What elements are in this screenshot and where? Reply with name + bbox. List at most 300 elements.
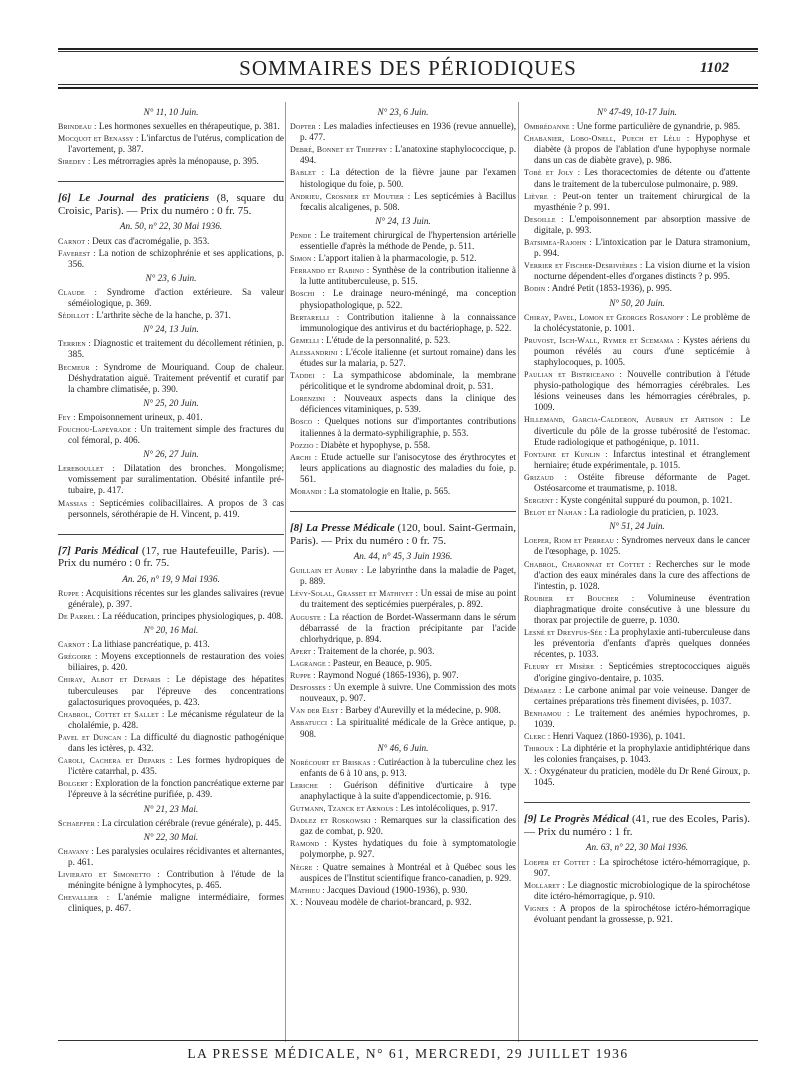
article-entry <box>290 288 516 310</box>
article-title: La sympathicose abdominale, la membrane péricolitique et le syndrome abdominal droit, p. 531. <box>300 370 516 392</box>
article-entry <box>290 717 516 739</box>
article-entry <box>290 803 516 814</box>
article-authors: Lorenzini : <box>290 394 336 404</box>
article-title: La rééducation, principes physiologiques, p. 408. <box>102 611 284 621</box>
journal-heading <box>58 534 284 570</box>
article-authors: Ramond : <box>290 839 327 849</box>
article-authors: Taddei : <box>290 371 326 381</box>
article-title: Deux cas d'acromégalie, p. 353. <box>92 235 210 246</box>
issue-heading: N° 23, 6 Juin. <box>377 107 429 117</box>
article-title: La difficulté du diagnostic pathogénique dans les ictères, p. 432. <box>68 731 284 754</box>
article-authors: Verrier et Fischer-Desrivières : <box>524 261 643 271</box>
article-title: Septicémies streptococciques aiguës d'origine gingivo-dentaire, p. 1035. <box>534 661 750 683</box>
article-title: L'école italienne (et surtout romaine) dans les études sur la malaria, p. 527. <box>300 346 517 368</box>
article-title: Les métrorragies après la ménopause, p. 395. <box>92 156 259 167</box>
article-title: Ostéite fibreuse déformante de Paget. Ostéosarcome et traumatisme, p. 1018. <box>534 471 751 493</box>
article-entry <box>290 705 516 716</box>
article-authors: Caroli, Cachera et Deparis : <box>58 756 173 766</box>
article-authors: Démarez : <box>524 685 562 695</box>
article-entry <box>290 167 516 189</box>
article-title: Le labyrinthe dans la maladie de Paget, p. 889. <box>300 565 517 587</box>
journal-name: [6] Le Journal des praticiens <box>58 192 209 205</box>
article-authors: Chavany : <box>58 846 94 856</box>
issue-heading: N° 21, 23 Mai. <box>143 803 199 814</box>
article-entry <box>58 818 284 829</box>
article-title: Hypophyse et diabète (à propos de l'ablation d'une hypophyse normale dans un cas de diabète grave), p. 986. <box>534 133 750 166</box>
article-entry <box>58 778 284 800</box>
article-entry <box>290 862 516 884</box>
article-authors: Andrieu, Crosnier et Moutier : <box>290 191 411 201</box>
article-authors: Chiray, Albot et Deparis : <box>58 675 170 685</box>
article-title: Le traitement des anémies hypochromes, p. 1039. <box>534 707 750 729</box>
article-entry <box>524 535 750 557</box>
article-authors: Bolgert : <box>58 779 93 789</box>
article-title: Kystes hydatiques du foie à symptomatologie polymorphe, p. 927. <box>300 838 516 860</box>
page-title: SOMMAIRES DES PÉRIODIQUES <box>239 56 577 80</box>
article-entry <box>524 559 750 592</box>
article-title: Les hormones sexuelles en thérapeutique, p. 381. <box>98 121 280 132</box>
article-title: A propos de la spirochétose ictéro-hémorragique évoluant pendant la grossesse, p. 921. <box>534 902 750 924</box>
article-entry <box>290 780 516 802</box>
article-authors: Lièvre : <box>524 191 557 201</box>
article-title: Une forme particulière de gynandrie, p. 985. <box>576 121 741 132</box>
article-authors: Nègre : <box>290 862 319 872</box>
article-authors: Fontaine et Kunlin : <box>524 449 608 459</box>
article-entry <box>524 857 750 879</box>
article-authors: Morandi : <box>290 487 327 496</box>
article-title: La diphtérie et la prophylaxie antidiphtérique dans les colonies françaises, p. 1043. <box>534 743 751 765</box>
article-entry <box>524 214 750 236</box>
article-entry <box>290 440 516 451</box>
article-authors: Thiroux : <box>524 744 559 754</box>
article-title: Oxygénateur du praticien, modèle du Dr René Giroux, p. 1045. <box>534 766 751 788</box>
article-entry <box>290 588 516 610</box>
article-authors: Carnot : <box>58 236 90 246</box>
article-title: Les formes hydropiques de l'ictère catarrhal, p. 435. <box>68 755 284 777</box>
article-title: L'étude de la personnalité, p. 523. <box>326 334 451 345</box>
article-title: La prophylaxie anti-tuberculeuse dans les préventoria d'enfants d'après quelques données récentes, p. 1033. <box>534 627 750 660</box>
footer-rule <box>58 1040 758 1041</box>
article-authors: Massias : <box>58 498 95 508</box>
article-authors: Tobé et Joly : <box>524 168 581 178</box>
article-authors: Brindeau : <box>58 122 97 132</box>
article-title: Contribution italienne à la connaissance immunologique des antivirus et du bactériophage, p. 522. <box>300 311 517 333</box>
article-title: Les intolécoliques, p. 917. <box>400 803 498 814</box>
article-authors: Bertarelli : <box>290 312 340 322</box>
page-footer: LA PRESSE MÉDICALE, N° 61, MERCREDI, 29 JUILLET 1936 <box>187 1046 629 1061</box>
issue-heading: An. 63, n° 22, 30 Mai 1936. <box>585 842 689 853</box>
article-title: Henri Vaquez (1860-1936), p. 1041. <box>552 730 686 741</box>
article-authors: Alessandrini : <box>290 347 343 357</box>
article-title: Raymond Nogué (1865-1936), p. 907. <box>317 670 459 681</box>
article-entry <box>290 815 516 837</box>
article-authors: Debré, Bonnet et Thieffry : <box>290 145 393 155</box>
article-title: Exploration de la fonction pancréatique externe par l'épreuve à la sécrétine purifiée, p. 439. <box>68 778 284 800</box>
article-entry <box>524 472 750 494</box>
article-title: Le traitement chirurgical de l'hypertension artérielle essentielle d'après la méthode de Pende, p. 511. <box>300 229 516 252</box>
article-authors: Becmeur : <box>58 362 98 372</box>
article-authors: Gutmann, Tzanck et Arnous : <box>290 804 399 814</box>
article-title: Volumineuse éventration diaphragmatique droite consécutive à une blessure du thorax par projectile de guerre, p. 1030. <box>534 592 750 626</box>
article-authors: Fouchou-Lapeyrade : <box>58 424 137 434</box>
article-entry <box>58 412 284 423</box>
column-1 <box>58 104 284 915</box>
article-authors: Hillemand, Garcia-Calderon, Aubrun et Artison : <box>524 415 734 425</box>
issue-heading: N° 46, 6 Juin. <box>377 742 429 753</box>
article-entry <box>524 167 750 189</box>
article-authors: Fleury et Misère : <box>524 662 603 672</box>
article-authors: Chabanier, Lobo-Onell, Puech et Lélu : <box>524 134 690 144</box>
article-entry <box>58 338 284 360</box>
article-authors: Dadlez et Roskowski : <box>290 816 377 826</box>
article-title: Le drainage neuro-méningé, ma conception physiopathologique, p. 522. <box>300 288 516 310</box>
article-entry <box>524 414 750 447</box>
article-entry <box>524 903 750 925</box>
journal-name: [8] La Presse Médicale <box>290 522 395 535</box>
article-entry <box>290 312 516 334</box>
article-authors: Loeper et Cottet : <box>524 857 596 867</box>
article-title: Infarctus intestinal et étranglement herniaire; étude expérimentale, p. 1015. <box>534 448 751 470</box>
article-entry <box>290 757 516 779</box>
article-authors: Pruvost, Isch-Wall, Rymer et Scemama : <box>524 335 680 345</box>
article-title: Un traitement simple des fractures du col fémoral, p. 406. <box>68 423 284 446</box>
article-entry <box>290 670 516 681</box>
article-entry <box>524 237 750 259</box>
header-rule-top-thin <box>58 51 758 52</box>
journal-details: (120, boul. Saint-Germain, Paris). — Prix du numéro : 0 fr. 75. <box>290 522 516 547</box>
article-title: Les maladies infectieuses en 1936 (revue annuelle), p. 477. <box>300 121 516 143</box>
article-authors: Loeper, Riom et Perreau : <box>524 536 619 546</box>
article-authors: Pozzio : <box>290 440 319 450</box>
article-entry <box>58 498 284 520</box>
issue-heading: N° 24, 13 Juin. <box>375 215 431 226</box>
article-authors: Van der Elst : <box>290 706 344 716</box>
article-entry <box>58 892 284 914</box>
article-authors: Bablet : <box>290 168 325 178</box>
article-entry <box>290 144 516 166</box>
article-entry <box>524 495 750 506</box>
article-entry <box>524 121 750 132</box>
article-title: Jacques Davioud (1900-1936), p. 930. <box>327 884 468 895</box>
issue-heading: An. 50, n° 22, 30 Mai 1936. <box>119 221 223 232</box>
article-entry <box>524 685 750 707</box>
article-title: Les thoracectomies de détente ou d'attente dans le traitement de la tuberculose pulmonaire, p. 989. <box>534 167 750 189</box>
issue-heading: N° 20, 16 Mai. <box>143 625 199 636</box>
header-rule-bottom <box>58 84 758 85</box>
article-title: Traitement de la chorée, p. 903. <box>317 645 435 656</box>
article-title: Nouveau modèle de chariot-brancard, p. 932. <box>305 896 472 907</box>
article-title: Kyste congénital suppuré du poumon, p. 1021. <box>560 495 733 506</box>
column-3 <box>524 104 750 926</box>
article-title: Le diverticule du pôle de la grosse tubérosité de l'estomac. Etude radiologique et pathogénique, p. 1011. <box>534 414 751 447</box>
article-authors: Schaeffer : <box>58 818 100 828</box>
article-title: Diagnostic et traitement du décollement rétinien, p. 385. <box>68 338 285 360</box>
article-title: Barbey d'Aurevilly et la médecine, p. 908. <box>345 705 501 716</box>
article-authors: Desoille : <box>524 214 564 224</box>
article-entry <box>58 611 284 622</box>
article-entry <box>58 651 284 673</box>
article-entry <box>524 766 750 788</box>
journal-details: (17, rue Hautefeuille, Paris). — Prix du numéro : 0 fr. 75. <box>58 544 284 570</box>
article-entry <box>290 253 516 264</box>
article-entry <box>58 310 284 321</box>
article-entry <box>290 658 516 669</box>
article-entry <box>58 248 284 270</box>
article-title: La spirochétose ictéro-hémorragique, p. 907. <box>534 856 751 878</box>
article-authors: Guillain et Aubry : <box>290 566 364 576</box>
article-authors: Boschi : <box>290 289 325 299</box>
article-authors: Chabrol, Charonnat et Cottet : <box>524 559 652 569</box>
article-title: Moyens exceptionnels de restauration des voies biliaires, p. 420. <box>68 651 285 673</box>
article-authors: Belot et Nahan : <box>524 508 587 518</box>
article-authors: Archi : <box>290 452 318 462</box>
article-title: Diabète et hypophyse, p. 558. <box>320 439 431 450</box>
article-title: L'anatoxine staphylococcique, p. 494. <box>300 144 517 166</box>
article-entry <box>290 265 516 287</box>
article-entry <box>290 416 516 438</box>
article-authors: Fey : <box>58 412 76 422</box>
article-title: L'infarctus de l'utérus, complication de l'avortement, p. 387. <box>68 133 284 155</box>
article-title: Cutiréaction à la tuberculine chez les enfants de 6 à 10 ans, p. 913. <box>300 756 516 778</box>
article-entry <box>290 486 516 497</box>
article-authors: X. : <box>290 897 303 907</box>
article-title: La réaction de Bordet-Wassermann dans le sérum débarrassé de la fraction précipitante par l'acide chlorhydrique, p. 894. <box>300 611 517 644</box>
article-entry <box>290 347 516 369</box>
article-authors: Chevallier : <box>58 893 110 903</box>
article-title: Nouveaux aspects dans la clinique des déficiences vitaminiques, p. 539. <box>300 393 516 415</box>
article-title: Empoisonnement urineux, p. 401. <box>77 411 203 422</box>
article-authors: Lévy-Solal, Grasset et Mathivet : <box>290 589 419 599</box>
article-title: Le diagnostic microbiologique de la spirochétose dite ictéro-hémorragique, p. 910. <box>534 879 750 901</box>
article-authors: Claude : <box>58 287 98 297</box>
article-entry <box>58 463 284 496</box>
article-authors: Sédillot : <box>58 311 94 321</box>
article-authors: Pavel et Duncan : <box>58 732 128 742</box>
article-entry <box>58 133 284 155</box>
article-authors: Faverest : <box>58 248 96 258</box>
article-authors: Ferrando et Rabino : <box>290 266 370 276</box>
journal-name: [9] Le Progrès Médical <box>524 813 630 826</box>
article-entry <box>290 393 516 415</box>
journal-details: (8, square du Croisic, Paris). — Prix du numéro : 0 fr. 75. <box>58 192 285 217</box>
article-authors: Ombrédanne : <box>524 122 575 132</box>
article-authors: Mathieu : <box>290 885 325 895</box>
article-authors: Paulian et Bistriceano : <box>524 370 622 380</box>
article-authors: Chiray, Pavel, Lomon et Georges Rosanoff : <box>524 312 689 322</box>
article-entry <box>524 880 750 902</box>
article-entry <box>524 449 750 471</box>
article-entry <box>524 191 750 213</box>
article-authors: Simon : <box>290 254 317 264</box>
article-title: Le mécanisme régulateur de la cholalémie, p. 428. <box>68 708 285 730</box>
article-title: Quelques notions sur d'importantes contributions italiennes à la dermato-syphiligraphie, p. 553. <box>300 416 516 438</box>
article-title: L'empoisonnement par absorption massive de digitale, p. 993. <box>534 213 751 235</box>
article-title: Contribution à l'étude de la méningite bénigne à lymphocytes, p. 465. <box>68 868 284 891</box>
article-entry <box>58 674 284 707</box>
article-title: Nouvelle contribution à l'étude physio-pathologique des hémorragies cérébrales. Les lésions veineuses dans les hémorragies cérébrales, p. 1009. <box>534 369 750 413</box>
article-title: Etude actuelle sur l'anisocytose des érythrocytes et leurs applications au diagnostic des maladies du foie, p. 561. <box>300 451 516 484</box>
article-entry <box>290 335 516 346</box>
article-title: Le carbone animal par voie veineuse. Danger de certaines préparations très finement divisées, p. 1037. <box>534 684 750 706</box>
article-authors: Vignes : <box>524 903 556 913</box>
article-title: Guérison définitive d'urticaire à type anaphylactique à la suite d'appendicectomie, p. 916. <box>300 779 517 801</box>
article-entry <box>58 362 284 395</box>
header-rule-top <box>58 48 758 50</box>
article-entry <box>524 627 750 660</box>
article-title: Synthèse de la contribution italienne à la lutte antituberculeuse, p. 515. <box>300 265 516 287</box>
article-authors: Abbatucci : <box>290 718 333 728</box>
article-entry <box>290 838 516 860</box>
article-entry <box>524 731 750 742</box>
article-title: L'apport italien à la pharmacologie, p. 512. <box>318 253 477 264</box>
article-authors: Chabrol, Cottet et Sallet : <box>58 709 165 719</box>
article-authors: Dopter : <box>290 122 321 132</box>
article-title: Le dépistage des hépatites tuberculeuses par l'épreuve des concentrations galactosuriques provoquées, p. 423. <box>68 674 285 707</box>
article-authors: De Parrel : <box>58 612 100 621</box>
article-authors: Batsimea-Rajohn : <box>524 238 592 248</box>
article-title: Quatre semaines à Montréal et à Québec sous les auspices de l'Institut scientifique franco-canadien, p. 929. <box>300 861 516 883</box>
article-authors: Mocquot et Benassy : <box>58 134 139 144</box>
journal-name: [7] Paris Médical <box>58 544 139 557</box>
article-title: La stomatologie en Italie, p. 565. <box>328 486 451 496</box>
journal-heading <box>290 511 516 547</box>
article-title: Le problème de la cholécystatonie, p. 1001. <box>534 311 751 333</box>
article-title: La vision diurne et la vision nocturne dépendent-elles d'organes distincts ? p. 995. <box>534 260 750 282</box>
column-divider-left <box>285 102 286 1042</box>
article-title: La détection de la fièvre jaune par l'examen histologique du foie, p. 500. <box>300 167 516 189</box>
article-authors: Ruppe : <box>58 588 84 598</box>
article-entry <box>58 588 284 610</box>
article-title: Syndrome de Mouriquand. Coup de chaleur. Déshydratation aiguë. Traitement préventif et curatif par la chambre climatisée, p. 390. <box>68 361 284 394</box>
article-title: La radiologie du praticien, p. 1023. <box>588 507 719 518</box>
article-authors: Lagrange : <box>290 658 331 668</box>
article-entry <box>290 230 516 252</box>
article-authors: Benhamou : <box>524 708 570 718</box>
article-authors: Sergent : <box>524 496 559 506</box>
article-authors: Terrien : <box>58 339 91 349</box>
article-title: La notion de schizophrénie et ses applications, p. 356. <box>68 247 285 269</box>
column-divider-right <box>518 102 519 1042</box>
article-title: Un exemple à suivre. Une Commission des mots nouveaux, p. 907. <box>300 682 516 704</box>
article-entry <box>290 370 516 392</box>
article-authors: Siredey : <box>58 157 91 167</box>
article-title: Les paralysies oculaires récidivantes et alternantes, p. 461. <box>68 845 284 867</box>
article-authors: Grégoire : <box>58 652 98 662</box>
article-entry <box>58 732 284 754</box>
article-entry <box>58 639 284 650</box>
article-entry <box>58 121 284 132</box>
article-entry <box>524 507 750 518</box>
article-entry <box>58 869 284 891</box>
article-title: Remarques sur la classification des gaz de combat, p. 920. <box>300 815 516 837</box>
issue-heading: N° 24, 13 Juin. <box>143 324 199 335</box>
issue-heading: N° 11, 10 Juin. <box>143 107 199 117</box>
header-rule-bottom-thick <box>58 87 758 89</box>
article-title: L'arthrite sèche de la hanche, p. 371. <box>96 310 231 321</box>
article-authors: Norécourt et Briskas : <box>290 757 376 767</box>
article-authors: Carnot : <box>58 640 90 650</box>
article-title: Un essai de mise au point du traitement des septicémies puerpérales, p. 892. <box>300 588 516 610</box>
article-authors: Pende : <box>290 230 318 240</box>
article-entry <box>290 452 516 485</box>
article-authors: Clerc : <box>524 731 551 741</box>
article-entry <box>290 885 516 896</box>
article-entry <box>58 846 284 868</box>
article-entry <box>290 612 516 645</box>
article-authors: Bodin : <box>524 284 550 294</box>
article-title: Septicémies colibacillaires. A propos de 3 cas personnels, sérothérapie de H. Vincent, p. 419. <box>68 497 284 519</box>
article-entry <box>290 191 516 213</box>
page-number: 1102 <box>700 60 730 76</box>
issue-heading: N° 50, 20 Juin. <box>609 297 665 308</box>
article-entry <box>58 236 284 247</box>
article-entry <box>290 565 516 587</box>
issue-heading: N° 26, 27 Juin. <box>143 449 199 460</box>
article-entry <box>524 369 750 413</box>
article-entry <box>58 287 284 309</box>
article-entry <box>290 897 516 908</box>
article-authors: Roubier et Boucher : <box>524 593 635 603</box>
article-title: Kystes aériens du poumon révélés au cours d'une septicémie à staphylocoques, p. 1005. <box>534 334 750 367</box>
journal-details: (41, rue des Ecoles, Paris). — Prix du numéro : 1 fr. <box>524 813 751 838</box>
article-authors: Livierato et Simonetto : <box>58 869 160 879</box>
article-authors: Leriche : <box>290 780 332 790</box>
article-authors: Ruppe : <box>290 671 316 681</box>
article-title: André Petit (1853-1936), p. 995. <box>551 283 672 294</box>
article-entry <box>524 260 750 282</box>
issue-heading: An. 44, n° 45, 3 Juin 1936. <box>353 551 453 562</box>
article-title: Syndrome d'action extérieure. Sa valeur séméiologique, p. 369. <box>68 286 284 309</box>
article-entry <box>524 593 750 626</box>
article-entry <box>524 708 750 730</box>
article-entry <box>524 133 750 166</box>
article-authors: Bosco : <box>290 417 320 427</box>
article-authors: Gemelli : <box>290 335 324 345</box>
journal-heading <box>58 181 284 217</box>
article-entry <box>524 335 750 368</box>
article-authors: Desfosses : <box>290 683 331 693</box>
article-title: Les septicémies à Bacillus fœcalis alcaligenes, p. 508. <box>300 190 516 212</box>
article-entry <box>58 755 284 777</box>
column-2 <box>290 104 516 909</box>
issue-heading: N° 23, 6 Juin. <box>145 272 197 283</box>
article-title: L'intoxication par le Datura stramonium, p. 994. <box>534 237 750 259</box>
issue-heading: N° 47-49, 10-17 Juin. <box>597 107 677 117</box>
article-title: La spiritualité médicale de la Grèce antique, p. 908. <box>300 717 517 739</box>
article-title: Dilatation des bronches. Mongolisme; vomissement par suralimentation. Obésité infantile pré-tubaire, p. 417. <box>68 463 285 496</box>
issue-heading: N° 51, 24 Juin. <box>609 521 665 532</box>
article-entry <box>58 156 284 167</box>
article-entry <box>58 424 284 446</box>
article-entry <box>524 661 750 683</box>
article-authors: X. : <box>524 767 537 777</box>
article-entry <box>290 121 516 143</box>
article-authors: Lereboullet : <box>58 464 115 474</box>
issue-heading: An. 26, n° 19, 9 Mai 1936. <box>122 573 220 584</box>
article-authors: Apert : <box>290 646 316 656</box>
article-entry <box>290 682 516 704</box>
article-authors: Lesné et Dreyfus-Sée : <box>524 628 608 638</box>
journal-heading <box>524 802 750 838</box>
article-title: Acquisitions récentes sur les glandes salivaires (revue générale), p. 397. <box>68 587 284 609</box>
issue-heading: N° 22, 30 Mai. <box>143 831 199 842</box>
article-title: La circulation cérébrale (revue générale), p. 445. <box>101 817 282 828</box>
article-title: Peut-on tenter un traitement chirurgical de la myasthénie ? p. 991. <box>534 190 751 212</box>
article-entry <box>524 312 750 334</box>
article-title: Syndromes nerveux dans le cancer de l'œsophage, p. 1025. <box>534 535 750 557</box>
article-entry <box>524 743 750 765</box>
article-title: L'anémie maligne intermédiaire, formes cliniques, p. 467. <box>68 892 284 914</box>
